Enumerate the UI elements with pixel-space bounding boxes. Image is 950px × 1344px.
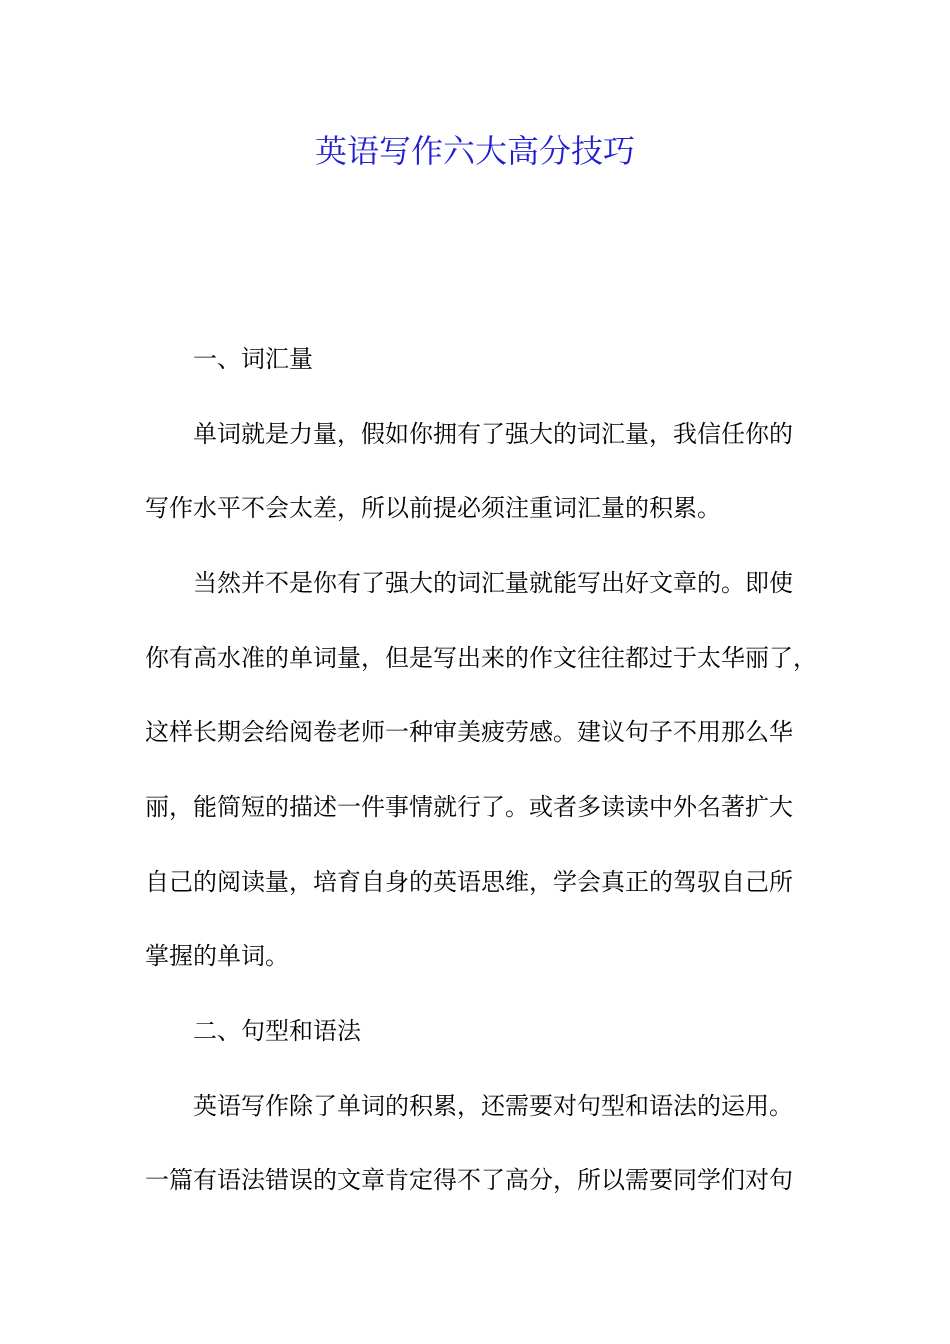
paragraph-line: 写作水平不会太差，所以前提必须注重词汇量的积累。	[145, 494, 721, 522]
section-heading-vocabulary: 一、词汇量	[193, 345, 313, 373]
document-title: 英语写作六大高分技巧	[314, 132, 635, 170]
paragraph-line: 这样长期会给阅卷老师一种审美疲劳感。建议句子不用那么华	[145, 718, 793, 746]
paragraph-line: 自己的阅读量，培育自身的英语思维，学会真正的驾驭自己所	[145, 868, 793, 896]
section-heading-grammar: 二、句型和语法	[193, 1017, 361, 1045]
paragraph-line: 英语写作除了单词的积累，还需要对句型和语法的运用。	[193, 1092, 793, 1120]
paragraph-line: 一篇有语法错误的文章肯定得不了高分，所以需要同学们对句	[145, 1166, 793, 1194]
paragraph-line: 你有高水准的单词量，但是写出来的作文往往都过于太华丽了，	[145, 644, 817, 672]
paragraph-line: 当然并不是你有了强大的词汇量就能写出好文章的。即使	[193, 569, 793, 597]
paragraph-line: 丽，能简短的描述一件事情就行了。或者多读读中外名著扩大	[145, 793, 793, 821]
paragraph-line: 单词就是力量，假如你拥有了强大的词汇量，我信任你的	[193, 420, 793, 448]
paragraph-line: 掌握的单词。	[145, 942, 289, 970]
